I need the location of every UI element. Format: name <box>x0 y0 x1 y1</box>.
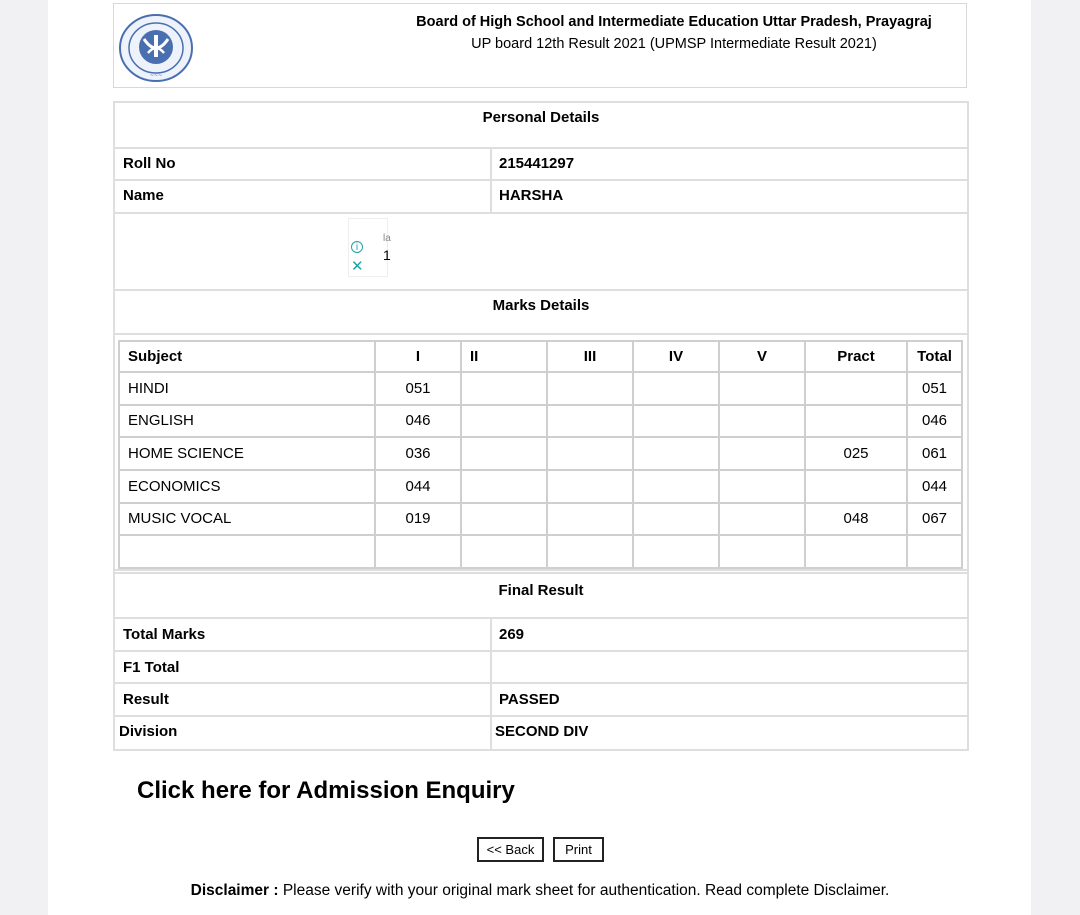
subject-cell <box>119 535 375 568</box>
subject-cell: ENGLISH <box>119 405 375 438</box>
result-value: PASSED <box>499 691 560 708</box>
marks-cell <box>719 535 805 568</box>
marks-cell <box>719 405 805 438</box>
personal-details-heading-row <box>115 103 967 149</box>
col-header-total: Total <box>907 341 962 372</box>
marks-cell: 048 <box>805 503 907 536</box>
final-result-heading-row <box>115 571 967 619</box>
marks-cell <box>633 470 719 503</box>
col-header-paper-5: V <box>719 341 805 372</box>
marks-cell <box>719 437 805 470</box>
result-subtitle: UP board 12th Result 2021 (UPMSP Intermediate Result 2021) <box>471 36 877 52</box>
marks-table <box>118 340 963 569</box>
final-result-title: Final Result <box>498 582 584 599</box>
marks-cell <box>461 535 547 568</box>
marks-cell <box>719 470 805 503</box>
marks-cell <box>547 405 633 438</box>
admission-enquiry-link[interactable]: Click here for Admission Enquiry <box>137 777 515 804</box>
board-title: Board of High School and Intermediate Education Uttar Pradesh, Prayagraj <box>416 14 932 30</box>
marks-cell <box>461 437 547 470</box>
marks-cell <box>805 372 907 405</box>
marks-row <box>119 405 962 438</box>
marks-cell <box>547 503 633 536</box>
ad-close-icon[interactable]: ✕ <box>351 258 364 275</box>
marks-cell: 046 <box>375 405 461 438</box>
marks-row <box>119 372 962 405</box>
marks-cell: 051 <box>375 372 461 405</box>
division-row <box>115 717 967 749</box>
disclaimer-text <box>0 882 1080 900</box>
roll-no-label: Roll No <box>123 155 176 172</box>
result-row <box>115 684 967 717</box>
marks-cell: 046 <box>907 405 962 438</box>
col-header-subject: Subject <box>119 341 375 372</box>
marks-row <box>119 437 962 470</box>
roll-no-row <box>115 149 967 181</box>
marks-cell: 036 <box>375 437 461 470</box>
marks-cell: 019 <box>375 503 461 536</box>
marks-cell <box>719 372 805 405</box>
ad-banner[interactable] <box>348 218 391 277</box>
marks-cell <box>633 503 719 536</box>
total-marks-row <box>115 619 967 652</box>
name-label: Name <box>123 187 164 204</box>
marks-cell <box>633 437 719 470</box>
col-header-paper-1: I <box>375 341 461 372</box>
marks-cell <box>461 372 547 405</box>
marks-cell <box>633 405 719 438</box>
marks-cell <box>461 405 547 438</box>
name-row <box>115 181 967 214</box>
col-header-paper-3: III <box>547 341 633 372</box>
ad-info-icon[interactable]: i <box>351 241 363 253</box>
final-result-card <box>113 569 969 751</box>
upmsp-seal-icon <box>118 13 194 83</box>
marks-cell <box>805 470 907 503</box>
marks-cell: 044 <box>375 470 461 503</box>
result-label: Result <box>123 691 169 708</box>
f1-total-row <box>115 652 967 684</box>
subject-cell: MUSIC VOCAL <box>119 503 375 536</box>
personal-details-card <box>113 101 969 291</box>
marks-cell <box>805 535 907 568</box>
marks-cell <box>547 470 633 503</box>
marks-cell <box>633 535 719 568</box>
division-label: Division <box>119 723 178 740</box>
f1-total-label: F1 Total <box>123 659 180 676</box>
disclaimer-body: Please verify with your original mark sheet for authentication. Read complete Disclaimer. <box>278 882 890 899</box>
col-header-paper-4: IV <box>633 341 719 372</box>
marks-cell <box>547 535 633 568</box>
marks-details-title: Marks Details <box>492 297 590 314</box>
subject-cell: HOME SCIENCE <box>119 437 375 470</box>
marks-cell: 061 <box>907 437 962 470</box>
marks-row <box>119 503 962 536</box>
subject-cell: ECONOMICS <box>119 470 375 503</box>
marks-cell <box>907 535 962 568</box>
marks-row <box>119 470 962 503</box>
print-button[interactable]: Print <box>553 837 604 862</box>
name-value: HARSHA <box>499 187 564 204</box>
division-value: SECOND DIV <box>495 723 589 740</box>
marks-cell <box>375 535 461 568</box>
marks-cell <box>547 372 633 405</box>
personal-details-title: Personal Details <box>482 109 600 126</box>
roll-no-value: 215441297 <box>499 155 575 172</box>
marks-cell <box>719 503 805 536</box>
marks-cell: 051 <box>907 372 962 405</box>
marks-heading-divider <box>113 289 969 335</box>
marks-cell: 025 <box>805 437 907 470</box>
total-marks-value: 269 <box>499 626 525 643</box>
marks-cell <box>547 437 633 470</box>
marks-cell <box>633 372 719 405</box>
marks-row <box>119 535 962 568</box>
subject-cell: HINDI <box>119 372 375 405</box>
svg-text:~~~: ~~~ <box>149 73 163 79</box>
col-header-practical: Pract <box>805 341 907 372</box>
marks-cell: 044 <box>907 470 962 503</box>
marks-cell <box>805 405 907 438</box>
marks-header-row <box>119 341 962 372</box>
marks-cell <box>461 503 547 536</box>
ad-text: 1 <box>383 247 391 263</box>
back-button[interactable]: << Back <box>477 837 544 862</box>
ad-text-small: la <box>383 233 391 244</box>
marks-cell <box>461 470 547 503</box>
disclaimer-label: Disclaimer : <box>190 882 279 899</box>
marks-cell: 067 <box>907 503 962 536</box>
result-header <box>113 3 967 88</box>
col-header-paper-2: II <box>461 341 547 372</box>
total-marks-label: Total Marks <box>123 626 206 643</box>
